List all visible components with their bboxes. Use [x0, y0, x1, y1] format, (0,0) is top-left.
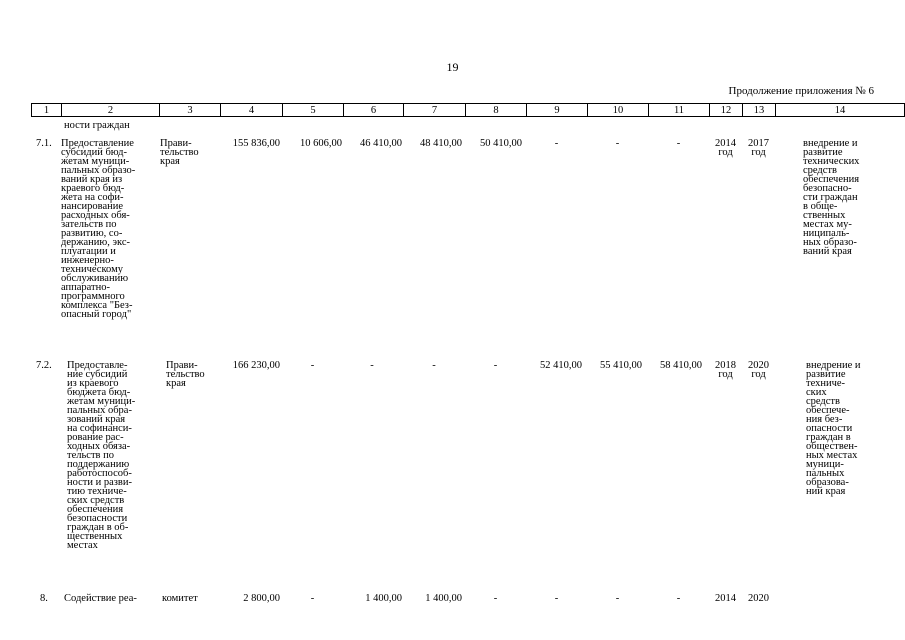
- row-val-10: -: [615, 138, 620, 149]
- row-val-10: -: [615, 593, 620, 604]
- row-val-6: 1 400,00: [365, 593, 402, 604]
- row-val-7: 48 410,00: [420, 138, 462, 149]
- header-col-11: 11: [648, 103, 709, 117]
- header-col-4: 4: [220, 103, 282, 117]
- row-val-9: -: [554, 138, 559, 149]
- row-val-7: -: [432, 360, 436, 371]
- row-result: внедрение и развитие технических средств обеспечения безопасно- сти граждан в обще- ственных местах му- ниципаль- ных образо- ваний края: [803, 138, 860, 257]
- row-val-10: 55 410,00: [600, 360, 642, 371]
- header-col-13: 13: [742, 103, 775, 117]
- row-val-6: 46 410,00: [360, 138, 402, 149]
- row-number: 8.: [40, 593, 48, 604]
- row-val-5: 10 606,00: [300, 138, 342, 149]
- row-val-6: -: [370, 360, 374, 371]
- row-total: 155 836,00: [232, 138, 280, 149]
- row-val-7: 1 400,00: [425, 593, 462, 604]
- row-total: 166 230,00: [232, 360, 280, 371]
- header-col-7: 7: [403, 103, 465, 117]
- row-description: Содействие реа-: [64, 593, 137, 604]
- header-col-12: 12: [709, 103, 742, 117]
- row-val-8: 50 410,00: [480, 138, 522, 149]
- row-val-5: -: [310, 593, 315, 604]
- header-col-10: 10: [587, 103, 648, 117]
- header-col-6: 6: [343, 103, 403, 117]
- header-col-2: 2: [61, 103, 159, 117]
- row-end-year: 2020: [748, 593, 769, 604]
- row-val-9: 52 410,00: [540, 360, 582, 371]
- row-val-11: 58 410,00: [660, 360, 702, 371]
- row-val-8: -: [493, 593, 498, 604]
- row-val-8: -: [493, 360, 498, 371]
- row-start-year: 2014: [715, 593, 736, 604]
- row-executor: Прави- тельство края: [160, 138, 199, 167]
- row-val-5: -: [310, 360, 315, 371]
- row-description: Предоставле- ние субсидий из краевого бюджета бюд- жетам муници- пальных обра- зований края на софинанси- рование рас- ходных обяза- тельств по поддержанию работоспособ- ности и разви- тию техниче- ских средств обеспечения безопасности граждан в об- щественных местах: [67, 360, 136, 551]
- header-col-14: 14: [775, 103, 905, 117]
- header-col-5: 5: [282, 103, 343, 117]
- row-val-11: -: [676, 593, 681, 604]
- row-executor: комитет: [162, 593, 198, 604]
- row-end-year: 2020 год: [748, 360, 769, 380]
- header-col-1: 1: [31, 103, 61, 117]
- row-start-year: 2014 год: [715, 138, 736, 158]
- header-col-3: 3: [159, 103, 220, 117]
- row-executor: Прави- тельство края: [166, 360, 205, 389]
- continued-text: ности граждан: [64, 120, 130, 131]
- appendix-continuation: Продолжение приложения № 6: [728, 85, 874, 97]
- row-number: 7.2.: [36, 360, 52, 371]
- header-col-8: 8: [465, 103, 526, 117]
- row-number: 7.1.: [36, 138, 52, 149]
- row-result: внедрение и развитие техниче- ских средств обеспече- ния без- опасности граждан в обществен- ных местах муници- пальных образова- ний края: [806, 360, 861, 497]
- header-col-9: 9: [526, 103, 587, 117]
- page-number: 19: [446, 60, 459, 74]
- row-val-11: -: [676, 138, 681, 149]
- row-end-year: 2017 год: [748, 138, 769, 158]
- row-total: 2 800,00: [243, 593, 280, 604]
- row-start-year: 2018 год: [715, 360, 736, 380]
- row-val-9: -: [554, 593, 559, 604]
- row-description: Предоставление субсидий бюд- жетам муници- пальных образо- ваний края из краевого бюд- жета на софи- нансирование расходных обя- зательств по развитию, со- держанию, экс- плуатации и инженерно- техническому обслуживанию аппаратно- программного комплекса "Без- опасный город": [61, 138, 136, 320]
